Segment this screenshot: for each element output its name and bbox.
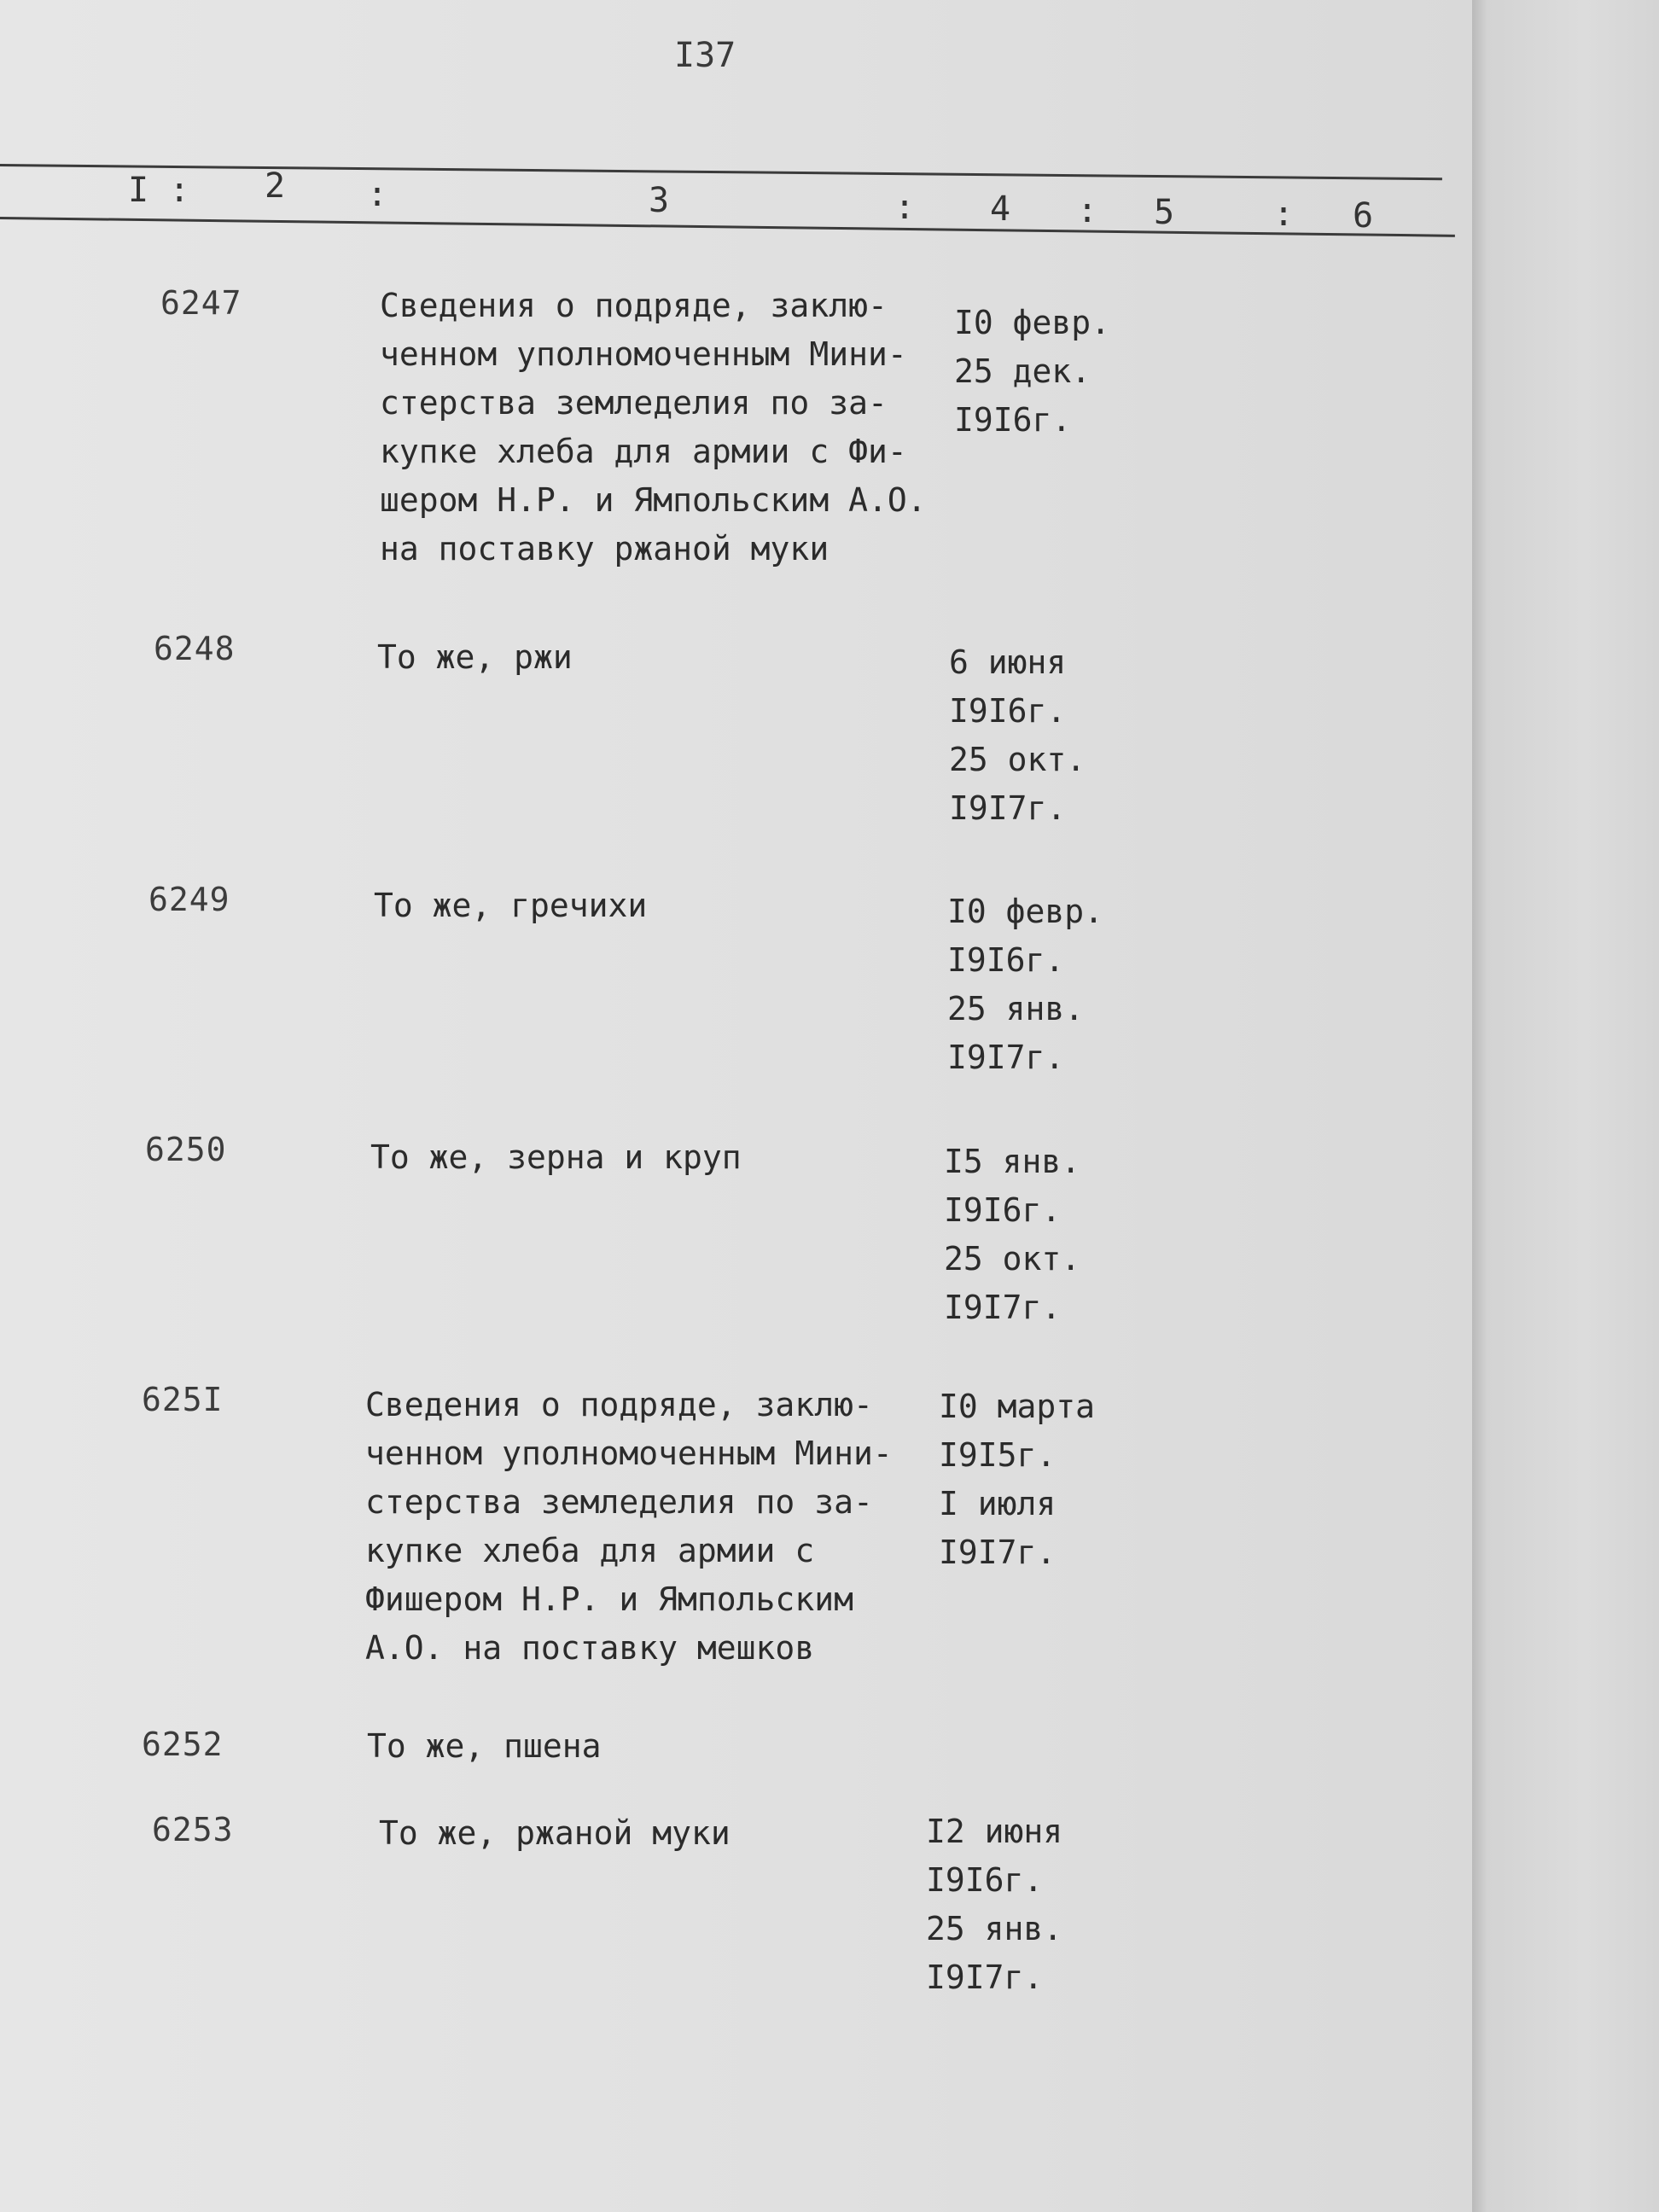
entry-dates: I0 февр. 25 дек. I9I6г. — [954, 304, 1111, 439]
entry-number: 6250 — [145, 1131, 227, 1168]
entry-number: 6248 — [154, 630, 236, 667]
entry-description: То же, ржи — [377, 638, 573, 676]
column-separator: : — [1077, 191, 1098, 230]
entry-dates: I0 февр. I9I6г. 25 янв. I9I7г. — [947, 893, 1104, 1076]
page-edge — [1472, 0, 1659, 2212]
column-header-5: 5 — [1154, 193, 1175, 232]
column-header-3: 3 — [649, 181, 670, 220]
entry-dates: 6 июня I9I6г. 25 окт. I9I7г. — [949, 643, 1086, 827]
entry-dates: I5 янв. I9I6г. 25 окт. I9I7г. — [944, 1143, 1081, 1326]
entry-description: Сведения о подряде, заклю- ченном уполномоченным Мини- стерства земледелия по за- купке хлеба для армии с Фи- шером Н.Р. и Ямпольским А.О. на поставку ржаной муки — [380, 287, 927, 568]
entry-description: То же, пшена — [367, 1727, 602, 1765]
entry-dates: I0 марта I9I5г. I июля I9I7г. — [939, 1388, 1096, 1571]
entry-number: 6252 — [142, 1726, 224, 1763]
column-separator: : — [367, 175, 388, 214]
entry-number: 6249 — [148, 881, 230, 918]
column-header-4: 4 — [990, 189, 1011, 229]
entry-description: Сведения о подряде, заклю- ченном уполномоченным Мини- стерства земледелия по за- купке хлеба для армии с Фишером Н.Р. и Ямпольским А.О. на поставку мешков — [365, 1386, 893, 1667]
entry-number: 6253 — [152, 1811, 234, 1848]
page-number: I37 — [674, 36, 736, 75]
entry-description: То же, зерна и круп — [370, 1138, 742, 1176]
entry-description: То же, ржаной муки — [379, 1814, 731, 1852]
entry-description: То же, гречихи — [374, 887, 648, 924]
column-separator: : — [894, 188, 916, 227]
entry-number: 625I — [142, 1381, 224, 1418]
column-header-1: I : — [128, 171, 190, 210]
entry-number: 6247 — [160, 284, 242, 322]
entry-dates: I2 июня I9I6г. 25 янв. I9I7г. — [926, 1813, 1063, 1996]
column-header-6: 6 — [1353, 196, 1374, 236]
column-header-2: 2 — [265, 166, 286, 206]
column-separator: : — [1273, 195, 1295, 234]
